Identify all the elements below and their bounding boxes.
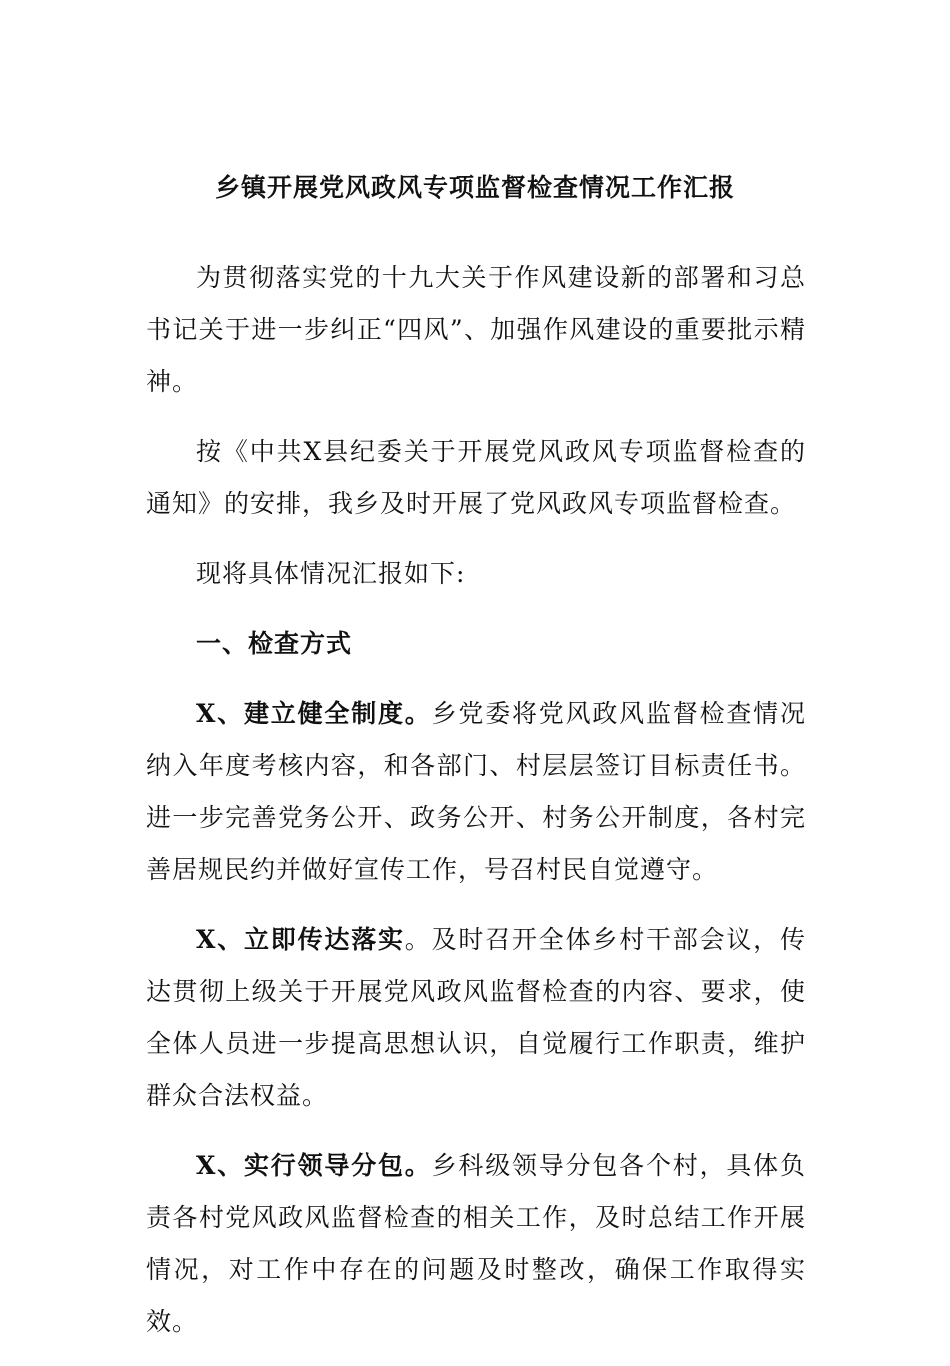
document-title: 乡镇开展党风政风专项监督检查情况工作汇报 bbox=[214, 173, 735, 202]
section-heading-1: 一、检查方式 bbox=[196, 629, 353, 658]
intro-paragraph-2: 按《中共X县纪委关于开展党风政风专项监督检查的通知》的安排，我乡及时开展了党风政风专项监督检查。 bbox=[146, 437, 806, 518]
list-item-1-text: 乡党委将党风政风监督检查情况纳入年度考核内容，和各部门、村层层签订目标责任书。进一步完善党务公开、政务公开、村务公开制度，各村完善居规民约并做好宣传工作，号召村民自觉遵守。 bbox=[146, 699, 806, 884]
list-item-3-text: 乡科级领导分包各个村，具体负责各村党风政风监督检查的相关工作，及时总结工作开展情况，对工作中存在的问题及时整改，确保工作取得实效。 bbox=[146, 1151, 806, 1336]
list-item-2 bbox=[146, 914, 806, 1122]
list-item-3-lead: X、实行领导分包。 bbox=[196, 1151, 432, 1180]
intro-paragraph-1: 为贯彻落实党的十九大关于作风建设新的部署和习总书记关于进一步纠正“四风”、加强作风建设的重要批示精神。 bbox=[146, 263, 806, 396]
list-item-1-lead: X、建立健全制度。 bbox=[196, 699, 432, 728]
list-item-3 bbox=[146, 1140, 806, 1348]
list-item-2-text: 。及时召开全体乡村干部会议，传达贯彻上级关于开展党风政风监督检查的内容、要求，使全体人员进一步提高思想认识，自觉履行工作职责，维护群众合法权益。 bbox=[146, 925, 806, 1110]
intro-paragraph-3: 现将具体情况汇报如下: bbox=[196, 559, 466, 588]
document-body bbox=[146, 252, 806, 1366]
list-item-1 bbox=[146, 688, 806, 896]
list-item-2-lead: X、立即传达落实 bbox=[196, 925, 405, 954]
